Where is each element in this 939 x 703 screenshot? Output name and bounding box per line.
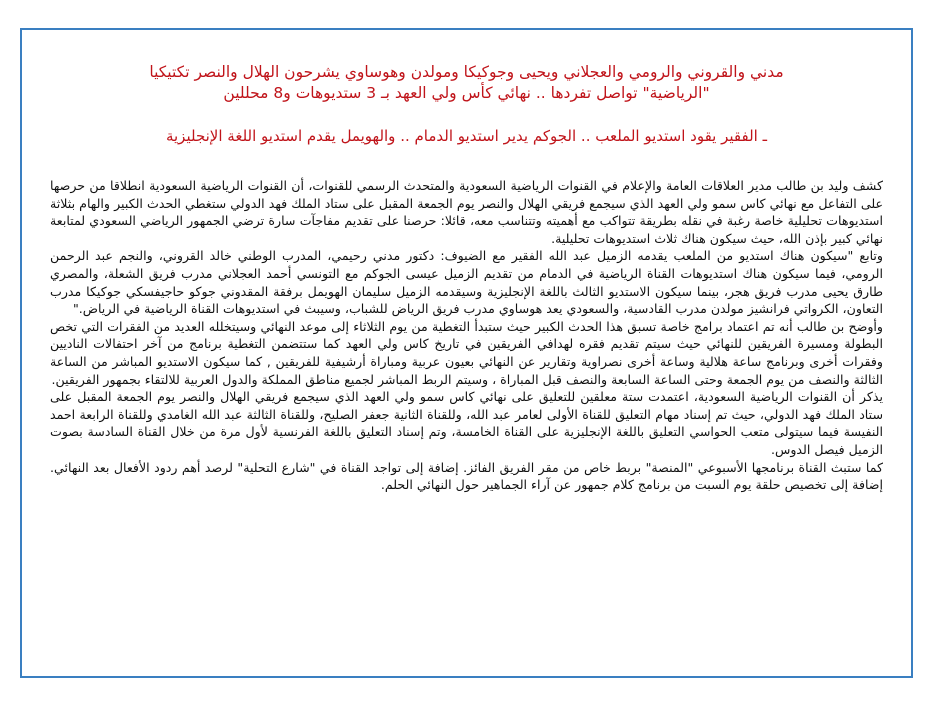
paragraph: وأوضح بن طالب أنه تم اعتماد برامج خاصة تسبق هذا الحدث الكبير حيث ستبدأ التغطية من يوم الثلاثاء إلى موعد النهائي وسيتخلله العديد من الفقرات التي تخص البطولة ومسيرة الفريقين للنهائي حيث سيتم تقديم فقره لهدافي الفريقين في تاريخ كاس ولي العهد كما ستتضمن التغطية برنامج من آخر احتفالات الناديين وفقرات أخرى وبرنامج ساعة هلالية وساعة أخرى نصراوية وتقارير عن النهائي بعيون عربية ومباراة أرشيفية للفريقين , كما سيكون الاستديو المباشر من الساعة الثالثة والنصف من يوم الجمعة وحتى الساعة السابعة والنصف قبل المباراة ، وسيتم الربط المباشر لجميع مناطق المملكة والدول العربية للالتقاء بجمهور الفريقين. [50,318,883,387]
paragraph: يذكر أن القنوات الرياضية السعودية، اعتمدت ستة معلقين للتعليق على نهائي كاس سمو ولي العهد الذي سيجمع فريقي الهلال والنصر يوم الجمعة المقبل على ستاد الملك فهد الدولي، حيث تم إسناد مهام التعليق للقناة الأولى لعامر عبد الله، وللقناة الثانية جعفر الصليح، وللقناة الثالثة عبد الله الغامدي وللقناة الرابعة احمد النفيسة فيما سيتولى متعب الحواسي التعليق باللغة الإنجليزية على القناة الخامسة، وتم إسناد التعليق باللغة الفرنسية لأول مرة من خلال القناة السادسة بصوت الزميل فيصل الدوس. [50,389,883,457]
paragraph: وتابع "سيكون هناك استديو من الملعب يقدمه الزميل عبد الله الفقير مع الضيوف: دكتور مدني رحيمي، المدرب الوطني خالد القروني، والنجم عبد الرحمن الرومي، فيما سيكون هناك استديوهات القناة الرياضية في الدمام من تقديم الزميل عيسى الجوكم مع التونسي أحمد العجلاني مدرب فريق الشعلة، والمصري طارق يحيى مدرب فريق هجر، بينما سيكون الاستديو الثالث باللغة الإنجليزية وسيقدمه الزميل سليمان الهويمل برفقة المقدوني جوكو حاجيفسكي جوكيكا مدرب التعاون، الكرواتي فرانشيز مولدن مدرب القادسية، والسعودي يعد هوساوي مدرب فريق الرياض للشباب، وسيبث في استديوهات القناة الرياضية في الرياض." [50,248,883,317]
article-body [50,177,883,494]
headline-line-2: "الرياضية" تواصل تفردها .. نهائي كأس ولي العهد بـ 3 ستديوهات و8 محللين [223,84,710,102]
subheadline: ـ الفقير يقود استديو الملعب .. الجوكم يدير استديو الدمام .. والهويمل يقدم استديو اللغة الإنجليزية [165,127,768,145]
paragraph: كشف وليد بن طالب مدير العلاقات العامة والإعلام في القنوات الرياضية السعودية والمتحدث الرسمي للقنوات، أن القنوات الرياضية السعودية انطلاقا من حرصها على التفاعل مع نهائي كاس سمو ولي العهد الذي سيجمع فريقي الهلال والنصر يوم الجمعة المقبل على ستاد الملك فهد الدولي ستغطي الحدث الكبير والهام بثلاثة استديوهات تحليلية خاصة رغبة في نقله بطريقة تتواكب مع أهميته وتتناسب معه، قائلا: حرصنا على تقديم مفاجآت سارة ترضي الجمهور الرياضي السعودي لمتابعة نهائي كبير بإذن الله، حيث سيكون هناك ثلاث استديوهات تحليلية. [50,178,883,246]
article-content [50,62,883,494]
headline [50,62,883,104]
headline-line-1: مدني والقروني والرومي والعجلاني ويحيى وجوكيكا ومولدن وهوساوي يشرحون الهلال والنصر تكتيكيا [149,63,784,81]
article-frame [20,28,913,678]
paragraph: كما ستبث القناة برنامجها الأسبوعي "المنصة" بربط خاص من مقر الفريق الفائز. إضافة إلى تواجد القناة في "شارع التحلية" لرصد أهم ردود الأفعال بعد النهائي. إضافة إلى تخصيص حلقة يوم السبت من برنامج كلام جمهور عن آراء الجماهير حول النهائي الحلم. [50,459,883,493]
